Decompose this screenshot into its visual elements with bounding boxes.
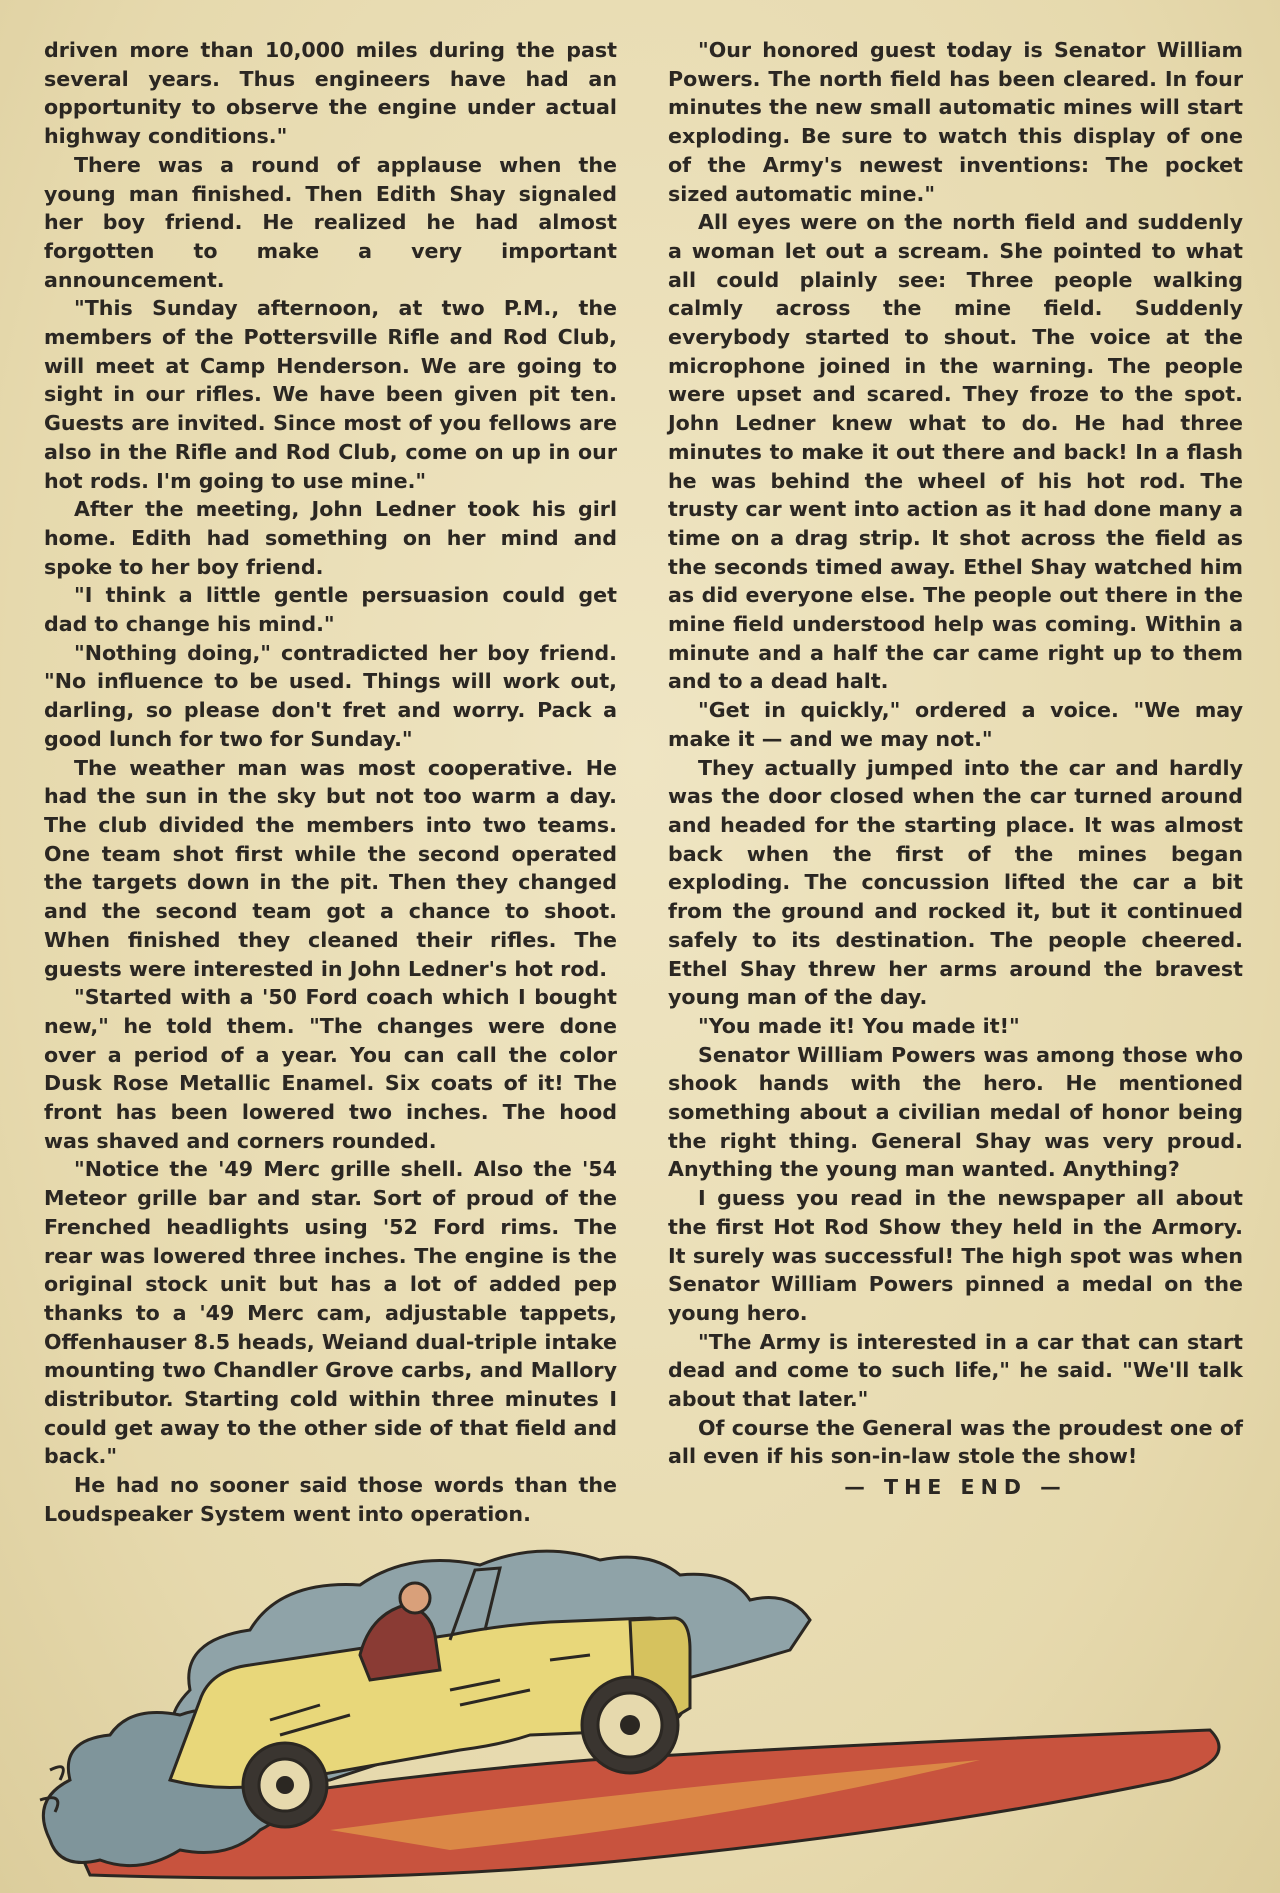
paragraph: After the meeting, John Ledner took his girl home. Edith had something on her mind and spoke to her boy friend. xyxy=(44,497,617,579)
paragraph: driven more than 10,000 miles during the past several years. Thus engineers have had an opportunity to observe the engine under actual highway conditions." xyxy=(44,38,617,149)
paragraph: "The Army is interested in a car that can start dead and come to such life," he said. "We'll talk about that later." xyxy=(668,1329,1243,1412)
rear-wheel-icon xyxy=(243,1743,327,1827)
paragraph: "This Sunday afternoon, at two P.M., the members of the Pottersville Rifle and Rod Club, will meet at Camp Henderson. We are going to sight in our rifles. We have been given pit ten. Guests are invited. Since most of you fellows are also in the Rifle and Rod Club, come on up in our hot rods. I'm going to use mine." xyxy=(44,296,617,493)
paragraph: He had no sooner said those words than the Loudspeaker System went into operation. xyxy=(44,1473,617,1526)
paragraph: All eyes were on the north field and suddenly a woman let out a scream. She pointed to what all could plainly see: Three people walking calmly across the mine field. Suddenly everybody started to shout. The voice at the microphone joined in the warning. The people were upset and scared. They froze to the spot. John Ledner knew what to do. He had three minutes to make it out there and back! In a flash he was behind the wheel of his hot rod. The trusty car went into action as it had done many a time on a drag strip. It shot across the field as the seconds timed away. Ethel Shay watched him as did everyone else. The people out there in the mine field understood help was coming. Within a minute and a half the car came right up to them and to a dead halt. xyxy=(668,210,1243,694)
paragraph: "Get in quickly," ordered a voice. "We may make it — and we may not." xyxy=(668,698,1243,751)
driver-head xyxy=(400,1583,430,1613)
paragraph: "Nothing doing," contradicted her boy friend. "No influence to be used. Things will work out, darling, so please don't fret and worry. Pack a good lunch for two for Sunday." xyxy=(44,640,617,751)
right-text-column xyxy=(668,36,1243,1502)
paragraph: They actually jumped into the car and hardly was the door closed when the car turned around and headed for the starting place. It was almost back when the first of the mines began exploding. The concussion lifted the car a bit from the ground and rocked it, but it continued safely to its destination. The people cheered. Ethel Shay threw her arms around the bravest young man of the day. xyxy=(668,755,1243,1010)
the-end-label: — THE END — xyxy=(844,1475,1067,1500)
paragraph: "Our honored guest today is Senator William Powers. The north field has been cleared. In four minutes the new small automatic mines will start exploding. Be sure to watch this display of one of the Army's newest inventions: The pocket sized automatic mine." xyxy=(668,38,1243,206)
paragraph: Of course the General was the proudest one of all even if his son-in-law stole the show! xyxy=(668,1415,1243,1469)
hot-rod-illustration xyxy=(30,1530,1270,1890)
paragraph: The weather man was most cooperative. He had the sun in the sky but not too warm a day. The club divided the members into two teams. One team shot first while the second operated the targets down in the pit. Then they changed and the second team got a chance to shoot. When finished they cleaned their rifles. The guests were interested in John Ledner's hot rod. xyxy=(44,755,617,981)
paragraph: "You made it! You made it!" xyxy=(698,1013,1020,1038)
left-text-column xyxy=(44,36,617,1529)
paragraph: There was a round of applause when the young man finished. Then Edith Shay signaled her boy friend. He realized he had almost forgotten to make a very important announcement. xyxy=(44,152,617,292)
paragraph: "I think a little gentle persuasion could get dad to change his mind." xyxy=(44,583,617,637)
paragraph: I guess you read in the newspaper all about the first Hot Rod Show they held in the Armory. It surely was successful! The high spot was when Senator William Powers pinned a medal on the young hero. xyxy=(668,1186,1243,1325)
paragraph: "Notice the '49 Merc grille shell. Also the '54 Meteor grille bar and star. Sort of proud of the Frenched headlights using '52 Ford rims. The rear was lowered three inches. The engine is the original stock unit but has a lot of added pep thanks to a '49 Merc cam, adjustable tappets, Offenhauser 8.5 heads, Weiand dual-triple intake mounting two Chandler Grove carbs, and Mallory distributor. Starting cold within three minutes I could get away to the other side of that field and back." xyxy=(44,1157,617,1469)
paragraph: Senator William Powers was among those who shook hands with the hero. He mentioned something about a civilian medal of honor being the right thing. General Shay was very proud. Anything the young man wanted. Anything? xyxy=(668,1042,1243,1182)
front-wheel-icon xyxy=(582,1677,678,1773)
paragraph: "Started with a '50 Ford coach which I bought new," he told them. "The changes were done over a period of a year. You can call the color Dusk Rose Metallic Enamel. Six coats of it! The front has been lowered two inches. The hood was shaved and corners rounded. xyxy=(44,985,617,1153)
